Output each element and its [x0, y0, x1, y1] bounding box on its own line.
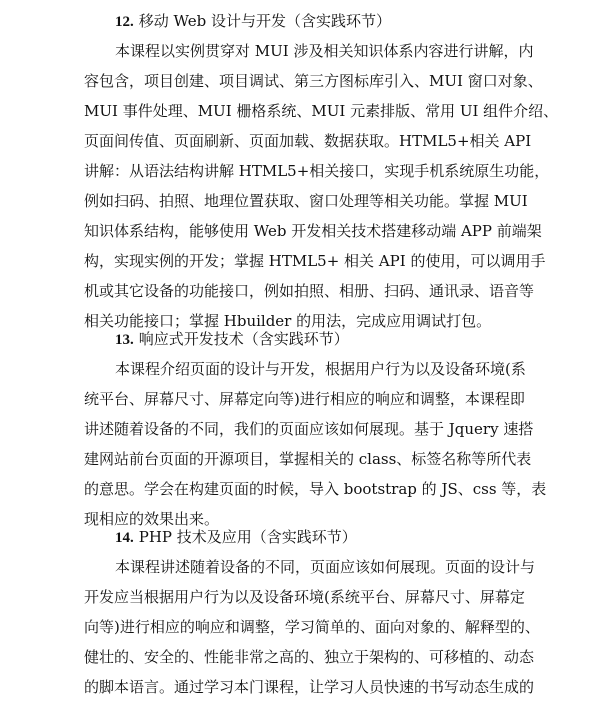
body-line: 讲述随着设备的不同，我们的页面应该如何展现。基于 Jquery 速搭	[84, 420, 534, 438]
body-line: 建网站前台页面的开源项目，掌握相关的 class、标签名称等所代表	[84, 450, 532, 468]
section-heading-14	[84, 522, 511, 553]
section-title-text: 移动 Web 设计与开发（含实践环节）	[138, 12, 391, 30]
body-line: 相关功能接口；掌握 Hbuilder 的用法，完成应用调试打包。	[84, 312, 492, 330]
body-line: 例如扫码、拍照、地理位置获取、窗口处理等相关功能。掌握 MUI	[84, 192, 528, 210]
body-line: 讲解：从语法结构讲解 HTML5+相关接口，实现手机系统原生功能，	[84, 162, 550, 180]
section-body-12	[84, 36, 559, 336]
body-line: 构，实现实例的开发；掌握 HTML5+ 相关 API 的使用，可以调用手	[84, 252, 546, 270]
body-line: 本课程以实例贯穿对 MUI 涉及相关知识体系内容进行讲解，内	[115, 42, 534, 60]
body-line: 本课程讲述随着设备的不同，页面应该如何展现。页面的设计与	[115, 558, 536, 576]
body-line: MUI 事件处理、MUI 栅格系统、MUI 元素排版、常用 UI 组件介绍、	[84, 102, 559, 120]
body-line: 机或其它设备的功能接口，例如拍照、相册、扫码、通讯录、语音等	[84, 282, 535, 300]
section-heading-12	[84, 6, 511, 37]
body-line: 的脚本语言。通过学习本门课程，让学习人员快速的书写动态生成的	[84, 678, 535, 696]
body-line: 现相应的效果出来。	[84, 510, 220, 528]
section-body-14	[84, 552, 540, 702]
body-line: 统平台、屏幕尺寸、屏幕定向等)进行相应的响应和调整，本课程即	[84, 390, 525, 408]
body-line: 向等)进行相应的响应和调整，学习简单的、面向对象的、解释型的、	[84, 618, 540, 636]
body-line: 页面间传值、页面刷新、页面加载、数据获取。HTML5+相关 API	[84, 132, 532, 150]
section-title-text: 响应式开发技术（含实践环节）	[138, 330, 349, 348]
section-title-text: PHP 技术及应用（含实践环节）	[138, 528, 357, 546]
body-line: 知识体系结构，能够使用 Web 开发相关技术搭建移动端 APP 前端架	[84, 222, 542, 240]
body-line: 开发应当根据用户行为以及设备环境(系统平台、屏幕尺寸、屏幕定	[84, 588, 525, 606]
body-line: 容包含，项目创建、项目调试、第三方图标库引入、MUI 窗口对象、	[84, 72, 543, 90]
body-line: 本课程介绍页面的设计与开发，根据用户行为以及设备环境(系	[115, 360, 526, 378]
section-number: 13.	[115, 332, 134, 348]
section-body-13	[84, 354, 547, 534]
body-line: 的意思。学会在构建页面的时候，导入 bootstrap 的 JS、css 等，表	[84, 480, 547, 498]
body-line: 健壮的、安全的、性能非常之高的、独立于架构的、可移植的、动态	[84, 648, 535, 666]
section-number: 12.	[115, 14, 134, 30]
section-heading-13	[84, 324, 511, 355]
section-number: 14.	[115, 530, 134, 546]
